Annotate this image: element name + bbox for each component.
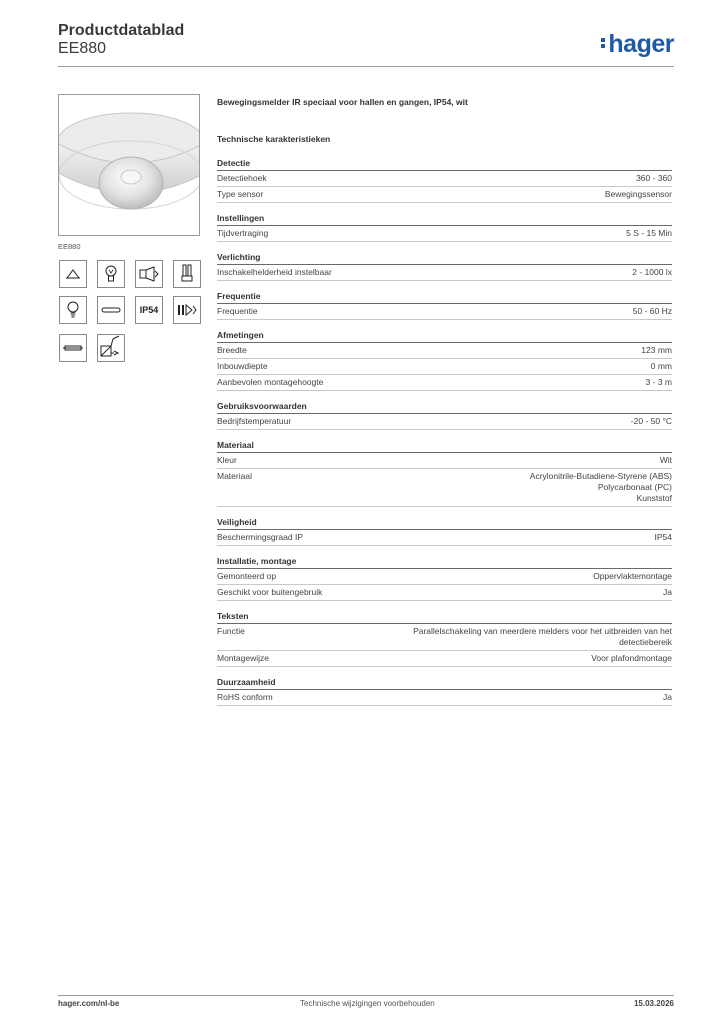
- spec-value: 50 - 60 Hz: [632, 306, 672, 316]
- section-frequentie: Frequentie: [217, 290, 672, 304]
- spec-row: [217, 569, 672, 585]
- spec-label: Type sensor: [217, 189, 264, 199]
- spec-row: [217, 453, 672, 469]
- spec-label: Beschermingsgraad IP: [217, 532, 303, 542]
- spec-label: Kleur: [217, 455, 237, 465]
- spec-value: [530, 471, 672, 504]
- spec-value: 5 S - 15 Min: [626, 228, 672, 238]
- section-gebruiksvoorwaarden: Gebruiksvoorwaarden: [217, 400, 672, 414]
- spec-value-line: Parallelschakeling van meerdere melders voor het uitbreiden van het: [413, 626, 672, 636]
- document-title: Productdatablad: [58, 22, 185, 39]
- section-duurzaamheid: Duurzaamheid: [217, 676, 672, 690]
- tech-characteristics-title: Technische karakteristieken: [217, 134, 331, 144]
- product-title: Bewegingsmelder IR speciaal voor hallen en gangen, IP54, wit: [217, 97, 468, 107]
- led-driver-icon: [173, 296, 201, 324]
- product-code: EE880: [58, 40, 107, 57]
- spec-value: Bewegingssensor: [604, 189, 672, 199]
- spec-label: Inschakelhelderheid instelbaar: [217, 267, 332, 277]
- spec-label: Tijdvertraging: [217, 228, 269, 238]
- spec-label: Aanbevolen montagehoogte: [217, 377, 324, 387]
- spec-value: IP54: [654, 532, 672, 542]
- product-image-caption: EE880: [58, 242, 81, 251]
- spec-label: Geschikt voor buitengebruik: [217, 587, 323, 597]
- spec-value: Ja: [663, 587, 672, 597]
- spec-label: RoHS conform: [217, 692, 273, 702]
- product-image: [58, 94, 200, 236]
- section-materiaal: Materiaal: [217, 439, 672, 453]
- spec-row: [217, 414, 672, 430]
- light-bulb-icon: [59, 296, 87, 324]
- spec-value: Wit: [659, 455, 672, 465]
- fluorescent-lamp-icon: [173, 260, 201, 288]
- ip-rating-label: IP54: [139, 305, 159, 315]
- spec-label: Materiaal: [217, 471, 252, 481]
- hager-logo[interactable]: [601, 30, 674, 59]
- section-verlichting: Verlichting: [217, 251, 672, 265]
- section-teksten: Teksten: [217, 610, 672, 624]
- spec-content: [217, 96, 672, 706]
- spec-row: [217, 585, 672, 601]
- footer-url-link[interactable]: hager.com/nl-be: [58, 999, 120, 1008]
- footer-divider: [58, 995, 674, 996]
- section-afmetingen: Afmetingen: [217, 329, 672, 343]
- spec-value: 360 - 360: [636, 173, 672, 183]
- spec-value: 2 - 1000 lx: [632, 267, 672, 277]
- spec-label: Frequentie: [217, 306, 258, 316]
- spec-row: [217, 530, 672, 546]
- spec-value: 3 - 3 m: [645, 377, 672, 387]
- spec-value: -20 - 50 °C: [630, 416, 672, 426]
- spec-label: Bedrijfstemperatuur: [217, 416, 292, 426]
- spec-row: [217, 226, 672, 242]
- logo-colon-mark: [601, 36, 605, 50]
- spec-value: 123 mm: [641, 345, 672, 355]
- spec-row: [217, 469, 672, 507]
- header-divider: [58, 66, 674, 67]
- spec-value: Oppervlaktemontage: [593, 571, 672, 581]
- incandescent-lamp-icon: [97, 260, 125, 288]
- fluorescent-tube-icon: [97, 296, 125, 324]
- spec-value-line: Polycarbonaat (PC): [597, 482, 672, 492]
- spec-row: [217, 624, 672, 651]
- spec-value: Ja: [663, 692, 672, 702]
- logo-text: hager: [608, 30, 674, 58]
- tube-lamp-icon: [59, 334, 87, 362]
- spec-label: Inbouwdiepte: [217, 361, 268, 371]
- section-veiligheid: Veiligheid: [217, 516, 672, 530]
- spec-label: Gemonteerd op: [217, 571, 277, 581]
- spec-value: 0 mm: [650, 361, 672, 371]
- spec-row: [217, 265, 672, 281]
- spec-value-line: Acrylonitrile-Butadiene-Styrene (ABS): [529, 471, 672, 481]
- spec-row: [217, 304, 672, 320]
- footer-disclaimer: Technische wijzigingen voorbehouden: [300, 999, 435, 1008]
- spec-row: [217, 171, 672, 187]
- spec-row: [217, 343, 672, 359]
- spec-value-line: detectiebereik: [619, 637, 672, 647]
- section-detectie: Detectie: [217, 157, 672, 171]
- footer-date: 15.03.2026: [633, 999, 674, 1008]
- spec-row: [217, 690, 672, 706]
- spec-row: [217, 187, 672, 203]
- spec-row: [217, 375, 672, 391]
- spec-label: Breedte: [217, 345, 247, 355]
- section-installatie-montage: Installatie, montage: [217, 555, 672, 569]
- section-instellingen: Instellingen: [217, 212, 672, 226]
- spec-row: [217, 651, 672, 667]
- spec-label: Montagewijze: [217, 653, 269, 663]
- spec-value-line: Kunststof: [636, 493, 672, 503]
- spec-row: [217, 359, 672, 375]
- halogen-lamp-icon: [135, 260, 163, 288]
- ip-rating-icon: [135, 296, 163, 324]
- transformer-icon: [97, 334, 125, 362]
- ceiling-mount-icon: [59, 260, 87, 288]
- spec-value: Voor plafondmontage: [591, 653, 672, 663]
- spec-label: Functie: [217, 626, 245, 636]
- spec-value: [413, 626, 672, 648]
- spec-label: Detectiehoek: [217, 173, 267, 183]
